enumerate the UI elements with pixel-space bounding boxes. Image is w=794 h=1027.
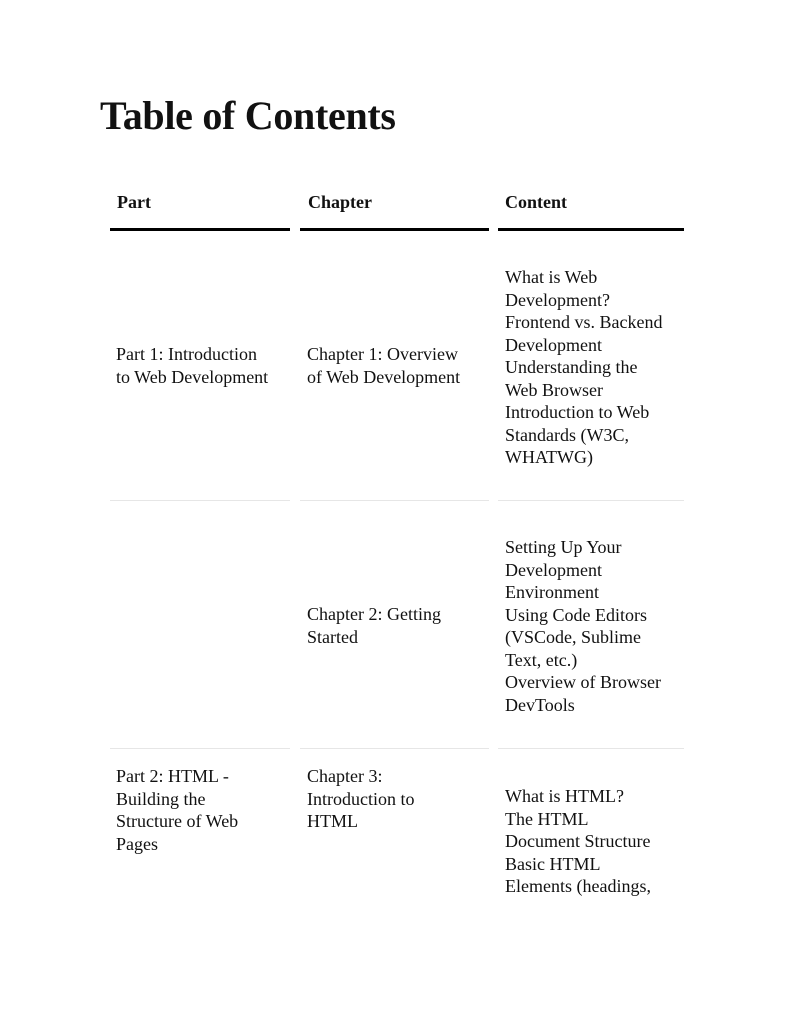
cell-line: Chapter 2: Getting xyxy=(307,604,441,624)
cell-line: Development xyxy=(505,334,602,355)
cell-line: HTML xyxy=(307,811,358,831)
cell-line: What is HTML? xyxy=(505,786,624,806)
row-divider xyxy=(300,500,489,501)
row-3-chapter-cell xyxy=(307,765,414,833)
cell-line: Part 2: HTML - xyxy=(116,766,229,786)
cell-line: Development? xyxy=(505,289,610,310)
row-1-content-cell xyxy=(505,266,662,469)
cell-line: The HTML xyxy=(505,808,589,829)
cell-line: Web Browser xyxy=(505,379,604,400)
cell-line: Structure of Web xyxy=(116,811,239,831)
cell-line: to Web Development xyxy=(116,366,269,387)
cell-line: Understanding the xyxy=(505,357,638,377)
header-rule-content xyxy=(498,228,684,231)
cell-line: of Web Development xyxy=(307,366,461,387)
cell-line: What is Web xyxy=(505,267,598,287)
header-rule-chapter xyxy=(300,228,489,231)
cell-line: Environment xyxy=(505,582,599,602)
cell-line: WHATWG) xyxy=(505,447,593,467)
cell-line: Standards (W3C, xyxy=(505,424,629,445)
cell-line: Introduction to xyxy=(307,788,415,809)
cell-line: Elements (headings, xyxy=(505,876,651,896)
cell-line: Text, etc.) xyxy=(505,649,578,670)
cell-line: (VSCode, Sublime xyxy=(505,627,642,647)
cell-line: Using Code Editors xyxy=(505,604,647,625)
cell-line: Development xyxy=(505,559,602,580)
cell-line: Setting Up Your xyxy=(505,537,622,557)
row-divider xyxy=(498,748,684,749)
cell-line: Building the xyxy=(116,788,206,809)
column-header-part: Part xyxy=(117,192,151,212)
cell-line: Part 1: Introduction xyxy=(116,344,257,364)
column-header-content: Content xyxy=(505,192,567,212)
header-rule-part xyxy=(110,228,290,231)
cell-line: Chapter 1: Overview xyxy=(307,344,458,364)
cell-line: Document Structure xyxy=(505,831,651,851)
cell-line: Frontend vs. Backend xyxy=(505,312,663,332)
row-1-part-cell xyxy=(116,343,268,388)
row-divider xyxy=(498,500,684,501)
cell-line: Chapter 3: xyxy=(307,766,383,786)
page-title: Table of Contents xyxy=(100,93,396,138)
column-header-chapter: Chapter xyxy=(308,192,372,212)
row-2-content-cell xyxy=(505,536,661,716)
cell-line: Basic HTML xyxy=(505,853,601,874)
row-divider xyxy=(300,748,489,749)
cell-line: DevTools xyxy=(505,694,575,715)
cell-line: Introduction to Web xyxy=(505,402,650,422)
row-divider xyxy=(110,748,290,749)
cell-line: Pages xyxy=(116,833,158,854)
row-divider xyxy=(110,500,290,501)
row-1-chapter-cell xyxy=(307,343,460,388)
row-3-part-cell xyxy=(116,765,238,855)
cell-line: Started xyxy=(307,626,358,647)
cell-line: Overview of Browser xyxy=(505,672,661,692)
row-3-content-cell xyxy=(505,785,651,898)
row-2-chapter-cell xyxy=(307,603,441,648)
